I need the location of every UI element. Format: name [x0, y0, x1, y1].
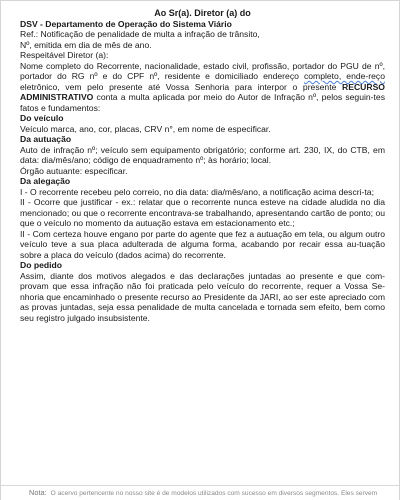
salutation: Respeitável Diretor (a):: [20, 50, 109, 60]
addressee-title: Ao Sr(a). Diretor (a) do: [154, 8, 251, 18]
section-heading-veiculo: Do veículo: [20, 113, 64, 123]
intro-paragraph: [20, 61, 385, 114]
section-heading-pedido: Do pedido: [20, 260, 63, 270]
footer-note-label: Nota:: [29, 488, 47, 497]
footer-note-text: O acervo pertencente no nosso site é de modelos utilizados com sucesso em diversos segmentos. Eles servem: [50, 490, 378, 497]
intro-text-2: eletrônico, vem pelo presente até Vossa Senhoria para interpor o presente: [20, 81, 343, 92]
document-body: [1, 1, 399, 323]
alegacao-item-2: II - Ocorre que justificar - ex.: relatar que o recorrente nunca esteve na cidade aludida no dia mencionado; ou que o recorrente encontrava-se trabalhando, apresentando cartão de ponto; ou que o veículo no momento da autuação estava em estacionamento etc.;: [20, 197, 386, 228]
pedido-text: Assim, diante dos motivos alegados e das declarações juntadas ao presente e que com-provam que essa infração não foi praticada pelo veículo do recorrente, requer a Vossa Se-nhoria que encaminhado o presente recurso ao Presidente da JARI, ao ser este apreciado com as provas juntadas, seja essa penalidade de multa cancelada e tornada sem efeito, bem como seu registro julgado insubsistente.: [20, 270, 385, 323]
alegacao-item-1: I - O recorrente recebeu pelo correio, no dia data: dia/mês/ano, a notificação acima descri-ta;: [20, 186, 374, 197]
department-name: DSV - Departamento de Operação do Sistema Viário: [20, 18, 232, 29]
orgao-autuante-text: Órgão autuante: especificar.: [20, 165, 128, 176]
section-heading-autuacao: Da autuação: [20, 134, 72, 144]
autuacao-text: Auto de infração nº; veículo sem equipamento obrigatório; conforme art. 230, IX, do CTB, em data: dia/mês/ano; código de enquadramento nº; às horário; local.: [20, 144, 385, 165]
veiculo-text: Veículo marca, ano, cor, placas, CRV n°, em nome de especificar.: [20, 123, 271, 134]
spellcheck-underlined-text: completo, ende-reço: [303, 71, 385, 81]
reference-line: Ref.: Notificação de penalidade de multa a infração de trânsito,: [20, 29, 260, 39]
intro-text-3: conta a multa aplicada por meio do Autor de Infração nº, pelos seguin-tes fatos e fundamentos:: [20, 92, 385, 113]
emission-line: Nº, emitida em dia de mês de ano.: [20, 39, 152, 50]
intro-bold-text: RECURSO ADMINISTRATIVO: [20, 81, 385, 102]
footer-note: [1, 485, 399, 500]
section-heading-alegacao: Da alegação: [20, 176, 71, 186]
alegacao-item-3: II - Com certeza houve engano por parte do agente que fez a autuação em tela, ou algum outro veículo teve a sua placa adulterada de alguma forma, acabando por recair essa au-tuação sobre a placa do veículo (dados acima) do recorrente.: [20, 228, 385, 260]
intro-text-1: Nome completo do Recorrente, nacionalidade, estado civil, profissão, portador do PGU de nº, portador do RG nº e do CPF nº, residente e domiciliado endereço: [20, 60, 385, 81]
